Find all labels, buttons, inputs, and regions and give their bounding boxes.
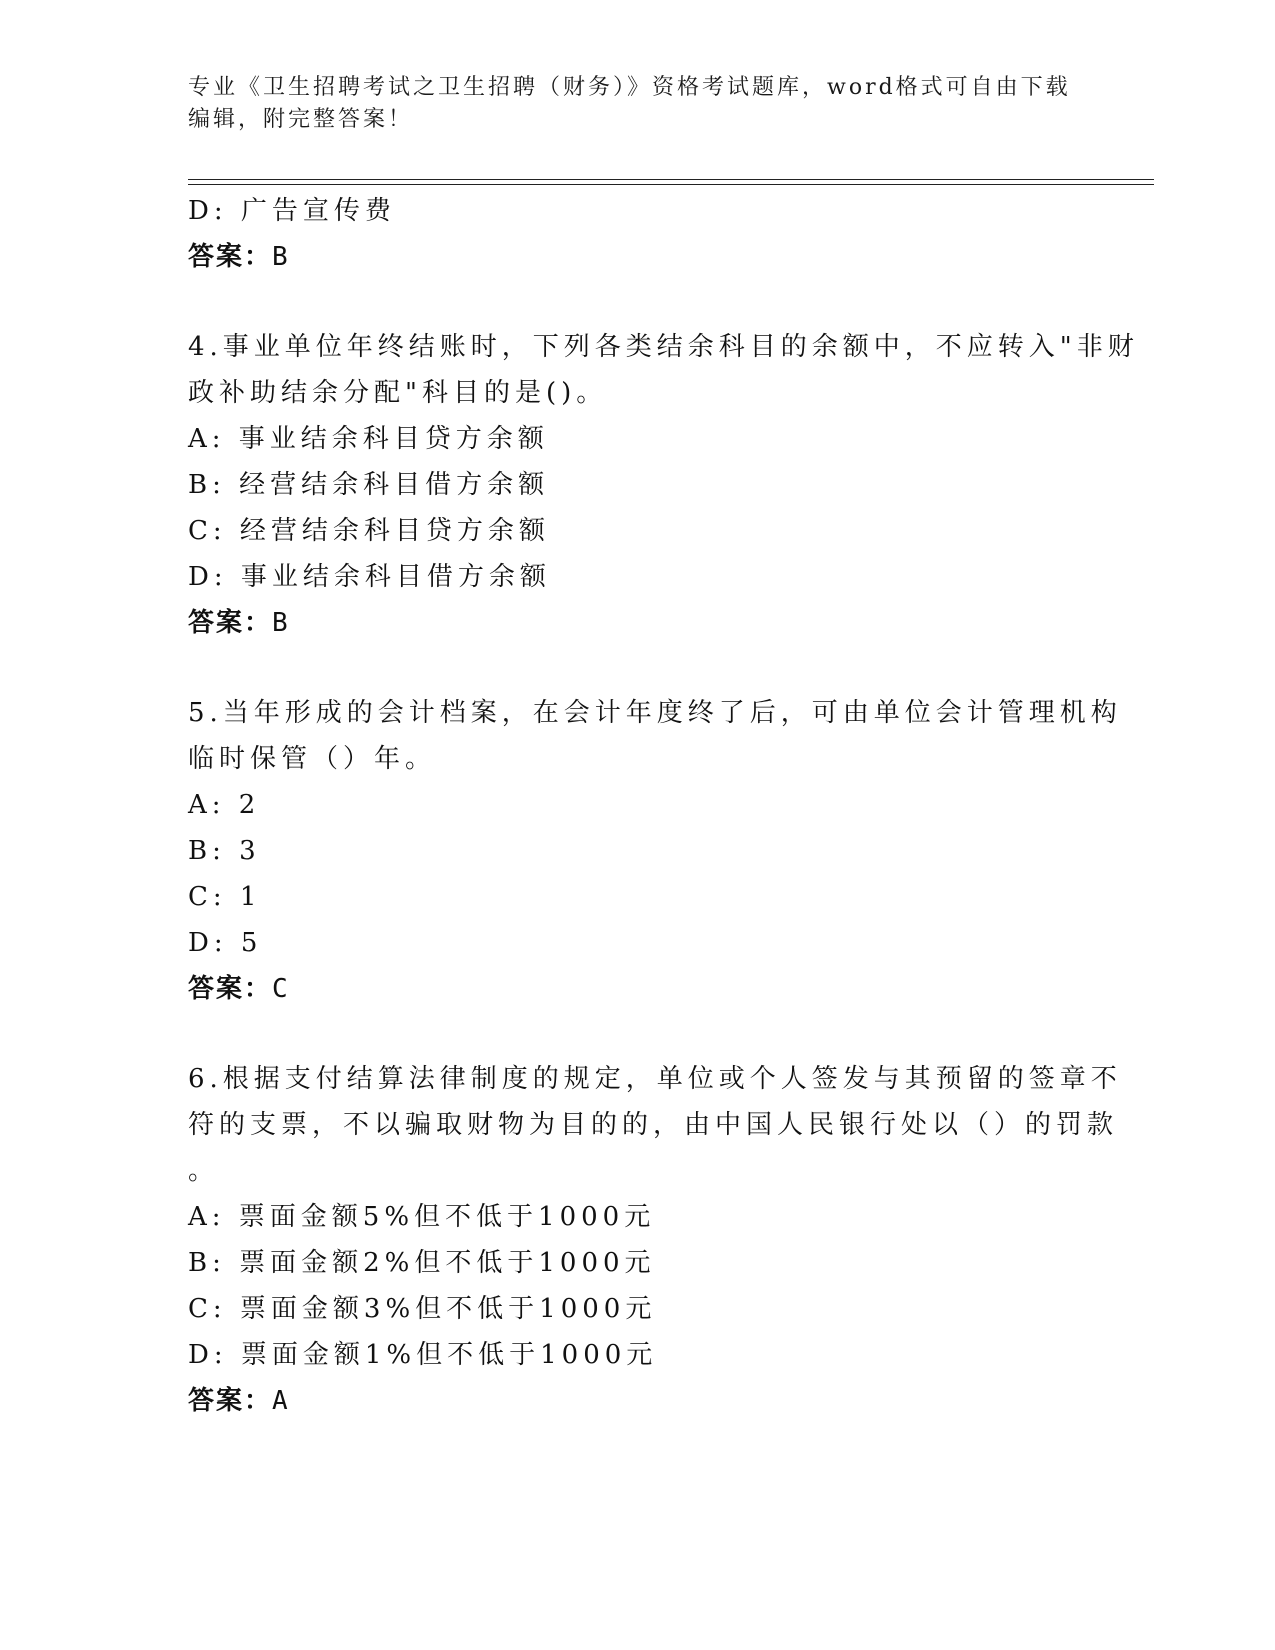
option-d: D: 广告宣传费 [188,196,396,226]
answer-label: 答案： [188,608,273,638]
option-b: B: 票面金额2%但不低于1000元 [188,1248,656,1278]
answer-label: 答案： [188,1386,273,1416]
option-c: C: 1 [188,882,262,912]
question-content [188,188,1139,1424]
option-c: C: 票面金额3%但不低于1000元 [188,1294,657,1324]
spacer [188,646,1088,690]
question-stem-line-2: 政补助结余分配"科目的是()。 [188,378,608,408]
header-line-1: 专业《卫生招聘考试之卫生招聘（财务）》资格考试题库，word格式可自由下载 [188,75,1071,100]
header-divider-bottom [188,184,1154,185]
answer-line [188,966,1088,1012]
question-stem-line-1: 6.根据支付结算法律制度的规定，单位或个人签发与其预留的签章不 [188,1064,1122,1094]
option-a: A: 票面金额5%但不低于1000元 [188,1202,656,1232]
question-stem-line-3: 。 [188,1156,220,1186]
option-a: A: 事业结余科目贷方余额 [188,424,549,454]
question-stem-line-2: 临时保管（）年。 [188,744,437,774]
question-5 [188,690,1122,1012]
answer-value: B [272,242,290,272]
option-c: C: 经营结余科目贷方余额 [188,516,550,546]
previous-question-tail [188,188,1088,280]
option-b: B: 3 [188,836,261,866]
question-4 [188,324,1139,646]
answer-label: 答案： [188,974,273,1004]
spacer [188,1012,1088,1056]
option-d: D: 票面金额1%但不低于1000元 [188,1340,658,1370]
document-header [188,72,1088,136]
header-line-2: 编辑，附完整答案！ [188,107,414,132]
option-b: B: 经营结余科目借方余额 [188,470,550,500]
answer-line [188,234,1088,280]
answer-line [188,1378,1088,1424]
answer-value: B [272,608,290,638]
answer-line [188,600,1088,646]
option-d: D: 5 [188,928,263,958]
spacer [188,280,1088,324]
header-divider-top [188,179,1154,180]
answer-label: 答案： [188,242,273,272]
option-d: D: 事业结余科目借方余额 [188,562,551,592]
answer-value: A [272,1386,290,1416]
answer-value: C [272,974,290,1004]
question-stem-line-1: 5.当年形成的会计档案，在会计年度终了后，可由单位会计管理机构 [188,698,1122,728]
question-stem-line-2: 符的支票，不以骗取财物为目的的，由中国人民银行处以（）的罚款 [188,1110,1119,1140]
option-a: A: 2 [188,790,261,820]
question-6 [188,1056,1122,1424]
question-stem-line-1: 4.事业单位年终结账时，下列各类结余科目的余额中，不应转入"非财 [188,332,1139,362]
